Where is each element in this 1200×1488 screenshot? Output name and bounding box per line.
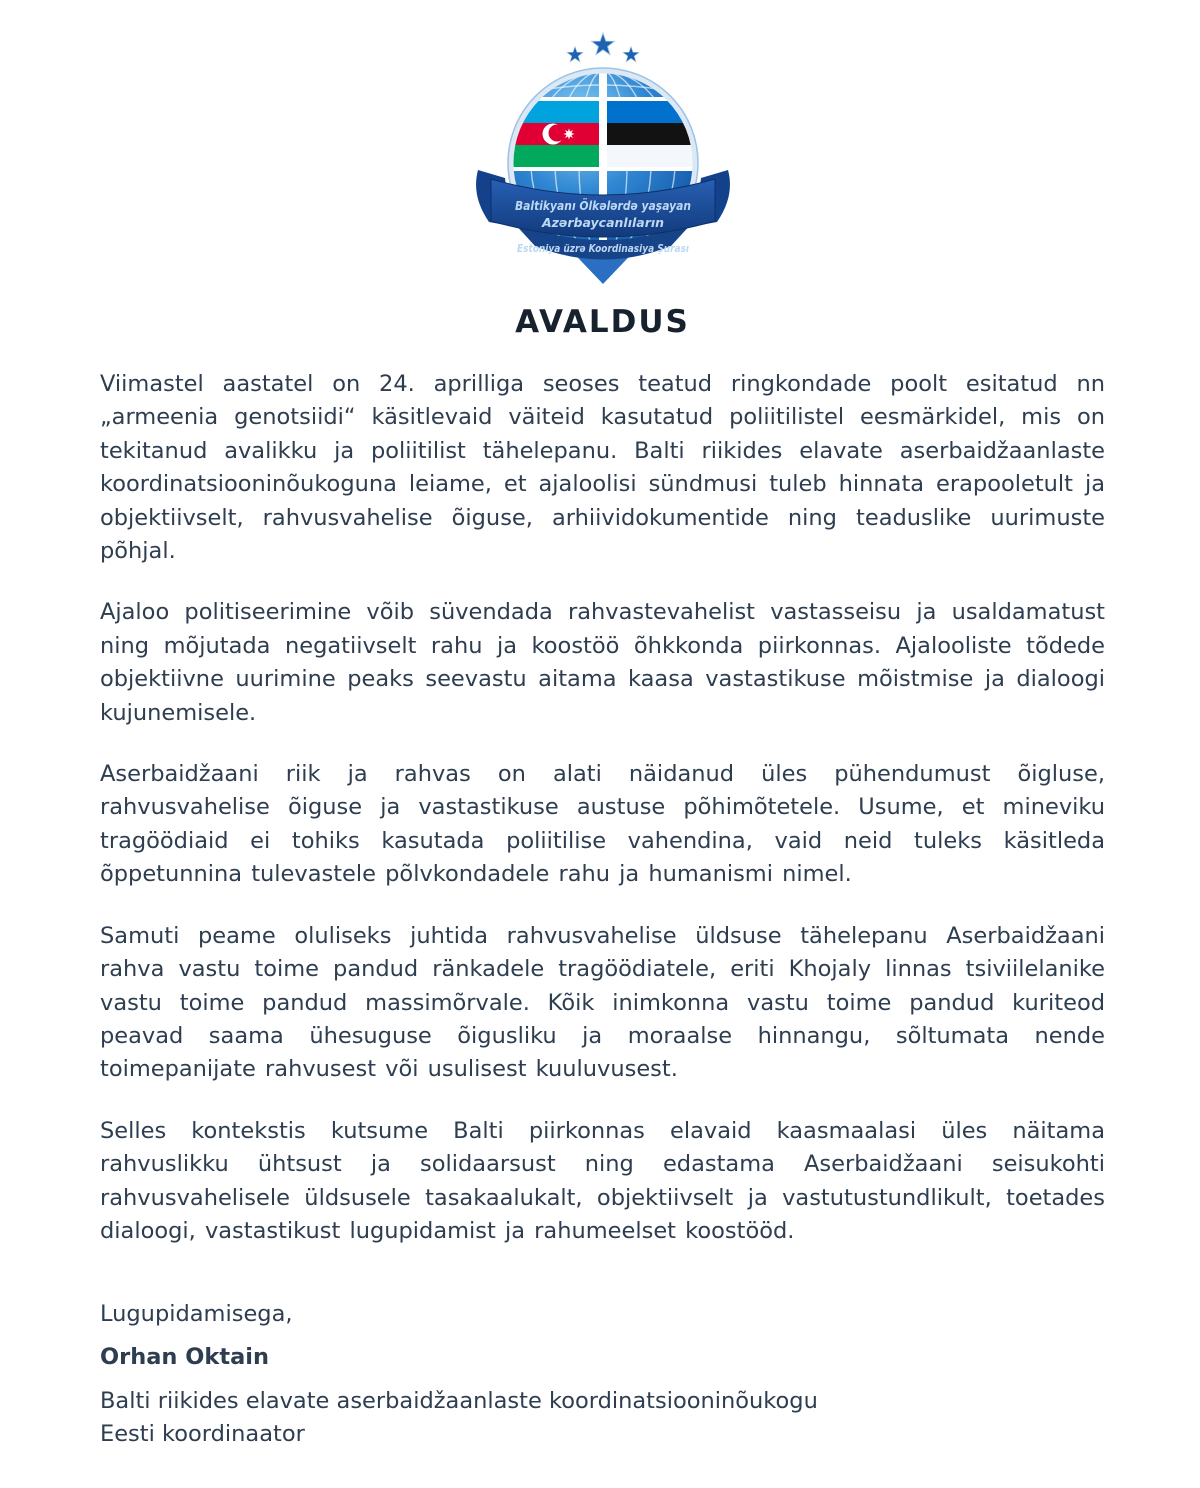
signer-role: Eesti koordinaator [100,1420,305,1447]
estonia-flag-icon [607,101,699,167]
document-body [100,368,1105,1248]
organization-logo [472,28,734,290]
signer-name: Orhan Oktain [100,1344,270,1371]
ribbon-text-line3: Estoniya üzrə Koordinasiya Şurası [516,243,689,255]
paragraph-2: Ajaloo politiseerimine võib süvendada rahvastevahelist vastasseisu ja usaldamatust ning mõjutada negatiivselt rahu ja koostöö õhkkonda piirkonnas. Ajalooliste tõdede objektiivne uurimine peaks seevastu aitama kaasa vastastikuse mõistmise ja dialoogi kujunemisele. [100,599,1105,726]
paragraph-4: Samuti peame oluliseks juhtida rahvusvahelise üldsuse tähelepanu Aserbaidžaani rahva vastu toime pandud ränkadele tragöödiatele, eriti Khojaly linnas tsiviilelanike vastu toime pandud massimõrvale. Kõik inimkonna vastu toime pandud kuriteod peavad saama ühesuguse õigusliku ja moraalse hinnangu, sõltumata nende toimepanijate rahvusest või usulisest kuuluvusest. [100,922,1105,1083]
paragraph-1: Viimastel aastatel on 24. aprilliga seoses teatud ringkondade poolt esitatud nn „armeenia genotsiidi“ käsitlevaid väiteid kasutatud poliitilistel eesmärkidel, mis on tekitanud avalikku ja poliitilist tähelepanu. Balti riikides elavate aserbaidžaanlaste koordinatsiooninõukoguna leiame, et ajaloolisi sündmusi tuleb hinnata erapooletult ja objektiivselt, rahvusvahelise õiguse, arhiividokumentide ning teaduslike uurimuste põhjal. [100,371,1105,565]
azerbaijan-flag-icon [507,101,599,167]
paragraph-5: Selles kontekstis kutsume Balti piirkonnas elavaid kaasmaalasi üles näitama rahvuslikku ühtsust ja solidaarsust ning edastama Aserbaidžaani seisukohti rahvusvahelisele üldsusele tasakaalukalt, objektiivselt ja vastutustundlikult, toetades dialoogi, vastastikust lugupidamist ja rahumeelset koostööd. [100,1117,1105,1244]
stars-icon [566,33,638,62]
globe-flags-emblem-icon [472,28,734,290]
paragraph-3: Aserbaidžaani riik ja rahvas on alati näidanud üles pühendumust õigluse, rahvusvahelise õiguse ja vastastikuse austuse põhimõtetele. Usume, et mineviku tragöödiaid ei tohiks kasutada poliitilise vahendina, vaid neid tuleks käsitleda õppetunnina tulevastele põlvkondadele rahu ja humanismi nimel. [100,761,1105,888]
signer-organization: Balti riikides elavate aserbaidžaanlaste koordinatsiooninõukogu [100,1388,818,1415]
ribbon-text-line1: Baltikyanı Ölkələrdə yaşayan [514,198,691,213]
signature-block [100,1298,1105,1450]
ribbon-text-line2: Azərbaycanlıların [541,215,664,230]
document-title: AVALDUS [515,304,690,340]
closing-salutation: Lugupidamisega, [100,1301,293,1328]
signer-details [100,1385,1105,1450]
